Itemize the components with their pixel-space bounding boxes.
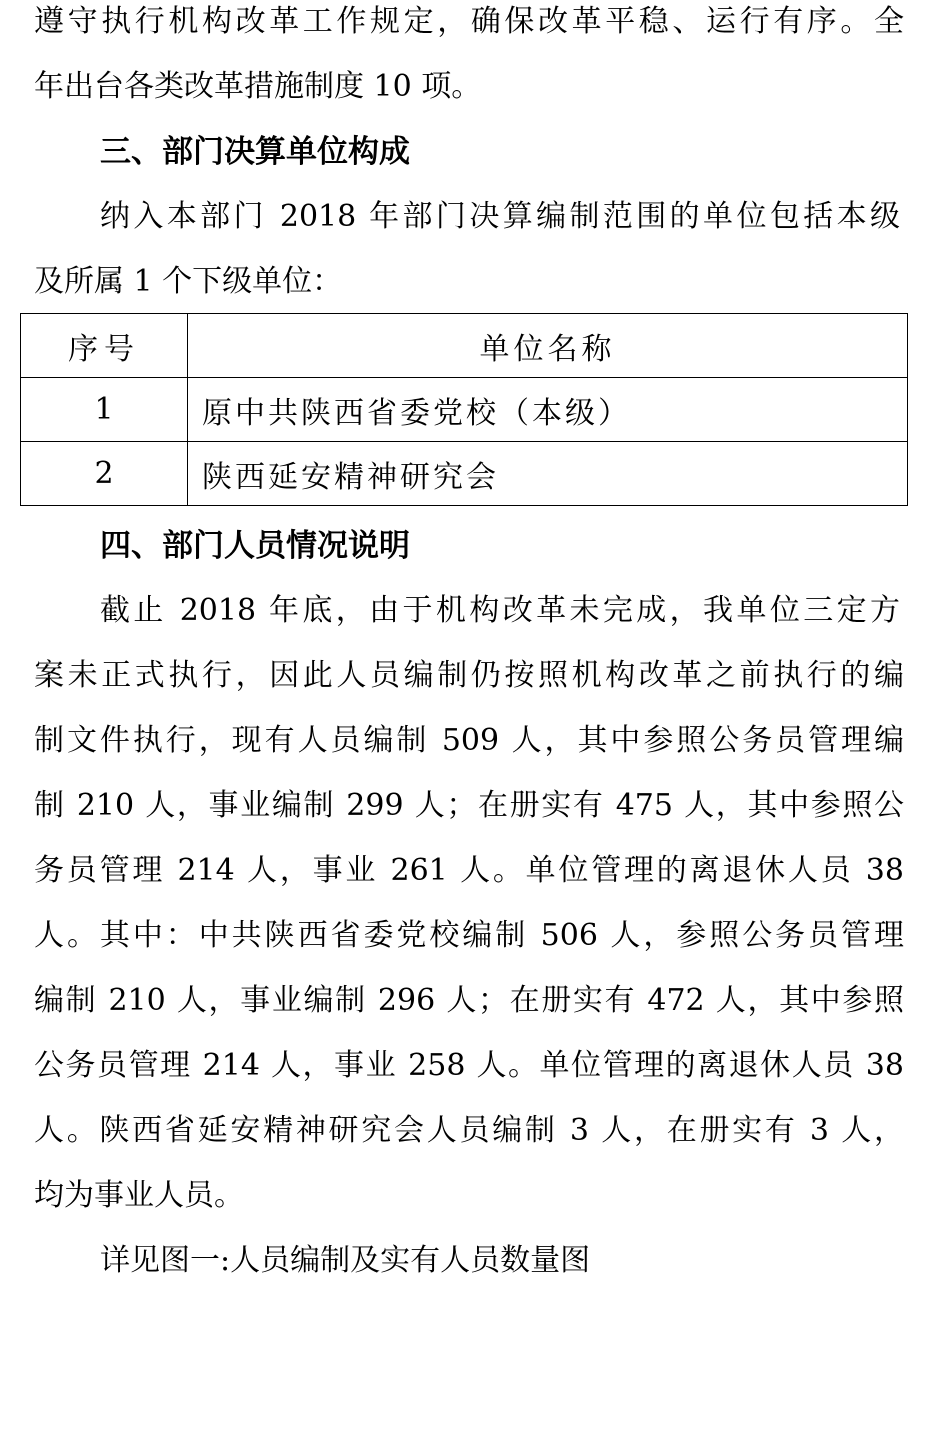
units-table [20, 313, 908, 506]
paragraph-line: 截止 2018 年底，由于机构改革未完成，我单位三定方 [100, 593, 900, 628]
paragraph-line: 制 210 人，事业编制 299 人；在册实有 475 人，其中参照公 [34, 788, 904, 823]
cell-serial-number: 1 [21, 378, 188, 442]
paragraph-line: 务员管理 214 人，事业 261 人。单位管理的离退休人员 38 [34, 853, 904, 888]
paragraph-line: 均为事业人员。 [34, 1178, 244, 1213]
cell-unit-name: 陕西延安精神研究会 [188, 442, 908, 506]
paragraph-line: 遵守执行机构改革工作规定，确保改革平稳、运行有序。全 [34, 4, 904, 39]
section-heading-3: 三、部门决算单位构成 [100, 134, 410, 170]
table-header-row [21, 314, 908, 378]
cell-unit-name: 原中共陕西省委党校（本级） [188, 378, 908, 442]
table-row [21, 378, 908, 442]
header-unit-name: 单位名称 [188, 314, 908, 378]
header-serial-number: 序号 [21, 314, 188, 378]
paragraph-line: 及所属 1 个下级单位： [34, 264, 343, 299]
paragraph-line: 人。陕西省延安精神研究会人员编制 3 人，在册实有 3 人， [34, 1113, 904, 1148]
paragraph-line: 案未正式执行，因此人员编制仍按照机构改革之前执行的编 [34, 658, 904, 693]
paragraph-line: 制文件执行，现有人员编制 509 人，其中参照公务员管理编 [34, 723, 904, 758]
section-heading-4: 四、部门人员情况说明 [100, 528, 410, 564]
figure-reference: 详见图一:人员编制及实有人员数量图 [100, 1243, 591, 1278]
table-row [21, 442, 908, 506]
paragraph-line: 纳入本部门 2018 年部门决算编制范围的单位包括本级 [100, 199, 900, 234]
paragraph-line: 公务员管理 214 人，事业 258 人。单位管理的离退休人员 38 [34, 1048, 904, 1083]
paragraph-line: 编制 210 人，事业编制 296 人；在册实有 472 人，其中参照 [34, 983, 904, 1018]
cell-serial-number: 2 [21, 442, 188, 506]
paragraph-line: 人。其中：中共陕西省委党校编制 506 人，参照公务员管理 [34, 918, 904, 953]
paragraph-line: 年出台各类改革措施制度 10 项。 [34, 69, 482, 104]
